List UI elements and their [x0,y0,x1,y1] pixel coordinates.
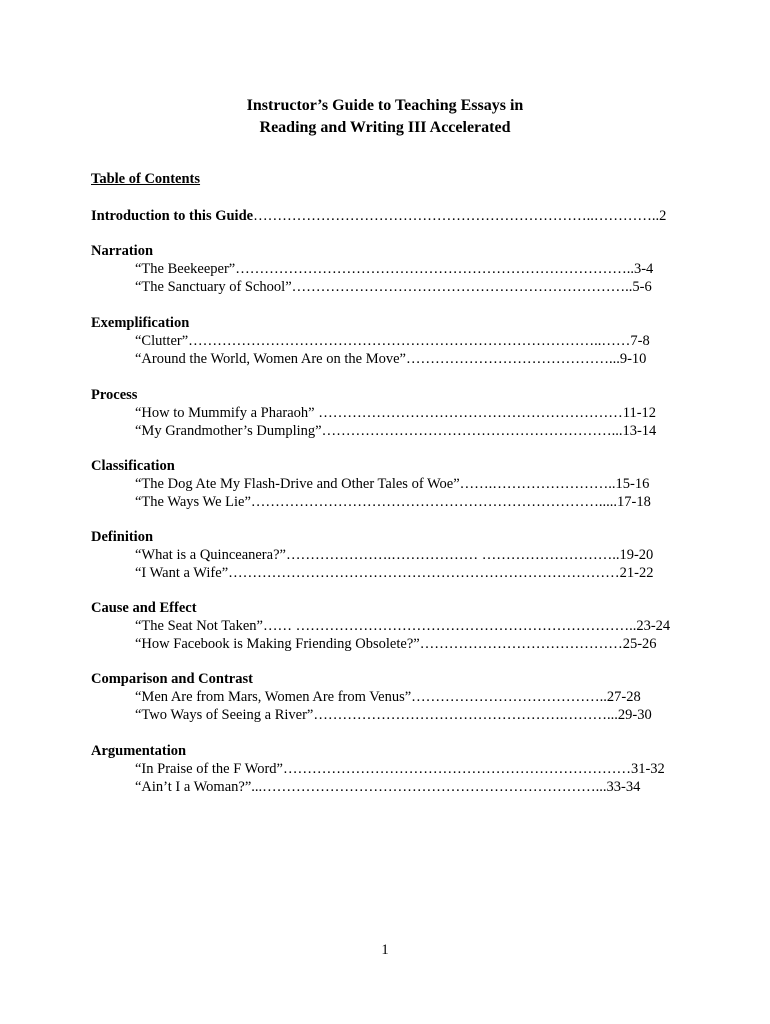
intro-leader: ……………………………………………………………..………….. [253,208,660,224]
toc-entry [135,688,680,706]
toc-entry [135,422,680,440]
toc-entry-text: “What is a Quinceanera?” [135,547,286,563]
title-line-2: Reading and Writing III Accelerated [259,119,511,136]
toc-entry [135,546,680,564]
toc-entry-leader: ……………………………………... [405,351,620,367]
toc-entry-leader: ………………………………………………………………..... [250,494,618,510]
toc-entry-pages: 5-6 [632,279,652,295]
toc-entry-leader: …………………………………………………………………………..…… [188,333,631,349]
toc-entry-text: “How to Mummify a Pharaoh” [135,405,319,421]
toc-entry-leader: ……………………………………………………... [321,423,623,439]
toc-entry-leader: ...……………………………………………………………... [251,779,607,795]
document-title [0,95,770,139]
toc-entry-leader: …….…………………….. [459,476,616,492]
toc-entry-leader: ……………………………………………………………………… [228,565,620,581]
section-title: Cause and Effect [91,600,197,616]
toc-entry [135,475,680,493]
toc-entry-text: “The Ways We Lie” [135,494,251,510]
toc-entry-pages: 23-24 [636,618,671,634]
toc-entry-text: “My Grandmother’s Dumpling” [135,423,322,439]
section-title: Narration [91,243,154,259]
toc-entry-pages: 17-18 [617,494,651,510]
title-line-1: Instructor’s Guide to Teaching Essays in [246,97,524,114]
section-title: Exemplification [91,315,190,331]
toc-entry-leader: …… …………………………………………………………….. [262,618,637,634]
toc-entry [135,404,680,422]
toc-entry-pages: 3-4 [633,261,654,277]
page-number: 1 [381,942,389,958]
toc-entry-text: “Around the World, Women Are on the Move” [135,351,406,367]
toc-entry-pages: 11-12 [622,405,657,421]
toc-entry-text: “How Facebook is Making Friending Obsolete?” [135,636,420,652]
section-title: Comparison and Contrast [91,671,253,687]
toc-entry-pages: 31-32 [630,761,665,777]
section-title: Argumentation [91,743,187,759]
toc-entry-leader: ……………………………………………………………………….. [235,261,634,277]
toc-entry [135,564,680,582]
toc-entry [135,493,680,511]
toc-entry-pages: 15-16 [615,476,650,492]
toc-entry-leader: …………………………………… [419,636,623,652]
toc-entry-pages: 27-28 [606,689,641,705]
toc-heading: Table of Contents [91,171,201,187]
toc-entry-text: “Men Are from Mars, Women Are from Venus” [135,689,412,705]
toc-entry [135,350,680,368]
toc-entry [135,635,680,653]
toc-entry-leader: …………………………………………………………….. [291,279,633,295]
toc-entry [135,617,680,635]
toc-entry [135,278,680,296]
toc-entry-text: “Two Ways of Seeing a River” [135,707,314,723]
toc-entry-leader: ………………………………….. [411,689,607,705]
toc-entry-pages: 25-26 [622,636,657,652]
toc-entry-text: “The Seat Not Taken” [135,618,263,634]
toc-entry [135,760,680,778]
toc-entry-pages: 13-14 [622,423,657,439]
toc-entry-leader: ………………….……………… ……………………….. [285,547,620,563]
toc-entry-text: “Clutter” [135,333,189,349]
toc-entry [135,706,680,724]
toc-entry [135,260,680,278]
toc-entry-pages: 33-34 [606,779,641,795]
intro-pages: 2 [659,208,667,224]
toc-entry-pages: 21-22 [619,565,654,581]
toc-entry [135,332,680,350]
toc-entry-pages: 19-20 [619,547,654,563]
toc-intro-entry [91,207,680,225]
toc-entry-leader: …………………………………………….………... [313,707,618,723]
toc-entry-text: “The Beekeeper” [135,261,236,277]
toc-entry-text: “The Dog Ate My Flash-Drive and Other Tales of Woe” [135,476,460,492]
toc-entry [135,778,680,796]
toc-entry-text: “I Want a Wife” [135,565,229,581]
toc-entry-leader: ……………………………………………………………… [282,761,631,777]
toc-entry-text: “The Sanctuary of School” [135,279,292,295]
section-title: Definition [91,529,154,545]
toc-entry-pages: 7-8 [630,333,650,349]
toc-entry-leader: ……………………………………………………… [318,405,623,421]
intro-label: Introduction to this Guide [91,208,254,224]
section-title: Classification [91,458,175,474]
toc-entry-pages: 9-10 [619,351,647,367]
toc-entry-text: “In Praise of the F Word” [135,761,283,777]
toc-entry-pages: 29-30 [617,707,652,723]
section-title: Process [91,387,138,403]
toc-entry-text: “Ain’t I a Woman?” [135,779,252,795]
